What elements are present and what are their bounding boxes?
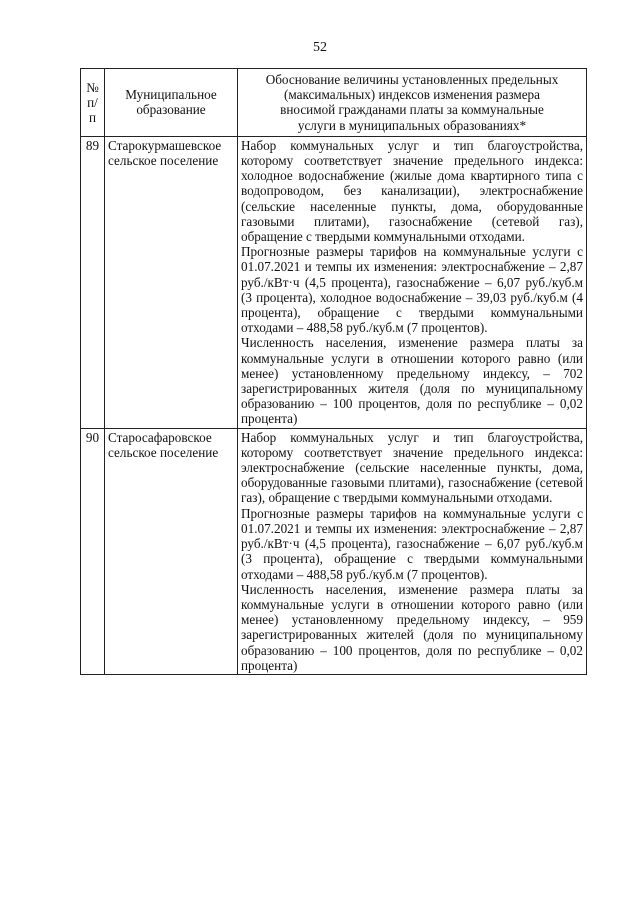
municipality-name: Старосафаровское сельское поселение [105, 428, 238, 674]
header-number-line: п/п [87, 94, 98, 125]
header-municipality-line: образование [136, 102, 206, 118]
header-number-line: № [86, 79, 99, 95]
justification-paragraph: Численность населения, изменение размера платы за коммунальные услуги в отношении которого равно (или менее) установленному предельному индексу, – 702 зарегистрированных жителя (доля по муниципальному образованию – 100 процентов, доля по республике – 0,02 процента) [241, 335, 583, 427]
justification-paragraph: Прогнозные размеры тарифов на коммунальные услуги с 01.07.2021 и темпы их изменения: электроснабжение – 2,87 руб./кВт·ч (4,5 процента), газоснабжение – 6,07 руб./куб.м (3 процента), обращение с твердыми коммунальными отходами – 488,58 руб./куб.м (7 процентов). [241, 505, 583, 582]
municipality-name: Старокурмашевское сельское поселение [105, 136, 238, 428]
header-number [81, 69, 105, 137]
header-justification-line: вносимой гражданами платы за коммунальные [280, 102, 544, 118]
table-row [81, 136, 587, 428]
justification-paragraph: Численность населения, изменение размера платы за коммунальные услуги в отношении которого равно (или менее) установленному предельному индексу, – 959 зарегистрированных жителей (доля по муниципальному образованию – 100 процентов, доля по республике – 0,02 процента) [241, 581, 583, 673]
header-municipality-line: Муниципальное [125, 87, 217, 103]
row-number: 89 [81, 136, 105, 428]
justification-paragraph: Набор коммунальных услуг и тип благоустройства, которому соответствует значение предельного индекса: электроснабжение (сельские населенные пункты, дома, оборудованные газовыми плитами), газоснабжение (сетевой газ), обращение с твердыми коммунальными отходами. [241, 429, 583, 506]
table-header-row [81, 69, 587, 137]
header-justification-line: (максимальных) индексов изменения размера [283, 87, 540, 103]
page-number: 52 [313, 40, 327, 55]
justification-paragraph: Прогнозные размеры тарифов на коммунальные услуги с 01.07.2021 и темпы их изменения: электроснабжение – 2,87 руб./кВт·ч (4,5 процента), газоснабжение – 6,07 руб./куб.м (3 процента), холодное водоснабжение – 39,03 руб./куб.м (4 процента), обращение с твердыми коммунальными отходами – 488,58 руб./куб.м (7 процентов). [241, 244, 583, 336]
justification-text [238, 136, 587, 428]
row-number: 90 [81, 428, 105, 674]
header-justification-line: Обоснование величины установленных предельных [265, 72, 559, 87]
justification-text [238, 428, 587, 674]
header-justification-line: услуги в муниципальных образованиях* [297, 117, 527, 133]
header-justification [238, 69, 587, 137]
table-row [81, 428, 587, 674]
tariff-index-table [80, 68, 587, 675]
justification-paragraph: Набор коммунальных услуг и тип благоустройства, которому соответствует значение предельного индекса: холодное водоснабжение (жилые дома квартирного типа с водопроводом, без канализации), электроснабжение (сельские населенные пункты, дома, оборудованные газовыми плитами), газоснабжение (сетевой газ), обращение с твердыми коммунальными отходами. [241, 137, 583, 245]
header-municipality [105, 69, 238, 137]
